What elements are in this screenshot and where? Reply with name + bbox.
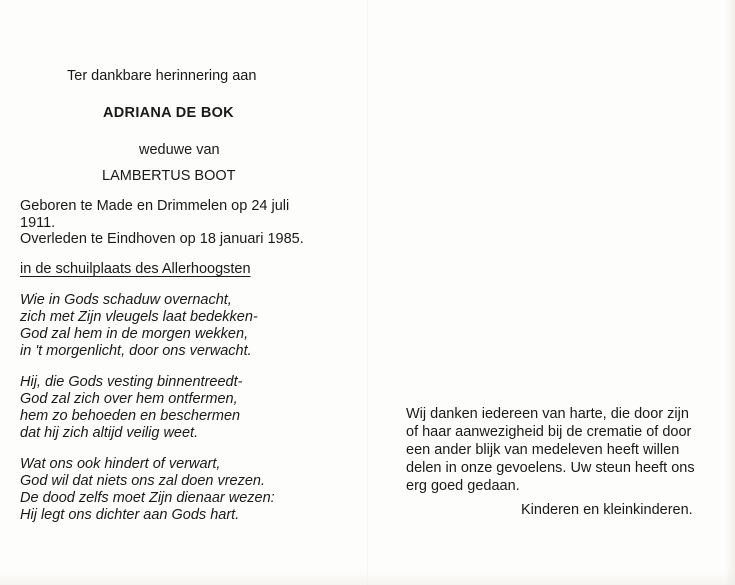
poem-line: dat hij zich altijd veilig weet.	[20, 425, 199, 441]
poem-line: God wil dat niets ons zal doen vrezen.	[20, 473, 266, 489]
fold-line	[367, 0, 368, 585]
intro-text: Ter dankbare herinnering aan	[67, 68, 257, 84]
poem-line: God zal hem in de morgen wekken,	[20, 326, 249, 342]
birth-line-1: Geboren te Made en Drimmelen op 24 juli	[20, 198, 290, 214]
birth-line-2: 1911.	[20, 215, 56, 231]
relation-text: weduwe van	[139, 142, 220, 158]
paper-edge-right	[725, 0, 735, 585]
poem-line: Wat ons ook hindert of verwart,	[20, 456, 221, 472]
signature-text: Kinderen en kleinkinderen.	[521, 502, 693, 518]
thanks-line: Wij danken iedereen van harte, die door zijn	[406, 406, 689, 422]
poem-line: De dood zelfs moet Zijn dienaar wezen:	[20, 490, 275, 506]
thanks-line: een ander blijk van medeleven heeft willen	[406, 442, 680, 458]
thanks-line: delen in onze gevoelens. Uw steun heeft ons	[406, 460, 695, 476]
thanks-line: erg goed gedaan.	[406, 478, 520, 494]
poem-line: Hij legt ons dichter aan Gods hart.	[20, 507, 240, 523]
poem-line: Wie in Gods schaduw overnacht,	[20, 292, 232, 308]
poem-line: hem zo behoeden en beschermen	[20, 408, 241, 424]
thanks-line: of haar aanwezigheid bij de crematie of door	[406, 424, 692, 440]
poem-line: in 't morgenlicht, door ons verwacht.	[20, 343, 252, 359]
scripture-phrase: in de schuilplaats des Allerhoogsten	[20, 261, 251, 277]
poem-line: zich met Zijn vleugels laat bedekken-	[20, 309, 258, 325]
paper-edge-bottom	[0, 571, 735, 585]
death-line: Overleden te Eindhoven op 18 januari 1985.	[20, 231, 304, 247]
spouse-name: LAMBERTUS BOOT	[102, 168, 236, 184]
poem-line: Hij, die Gods vesting binnentreedt-	[20, 374, 243, 390]
poem-line: God zal zich over hem ontfermen,	[20, 391, 238, 407]
deceased-name: ADRIANA DE BOK	[103, 105, 234, 121]
